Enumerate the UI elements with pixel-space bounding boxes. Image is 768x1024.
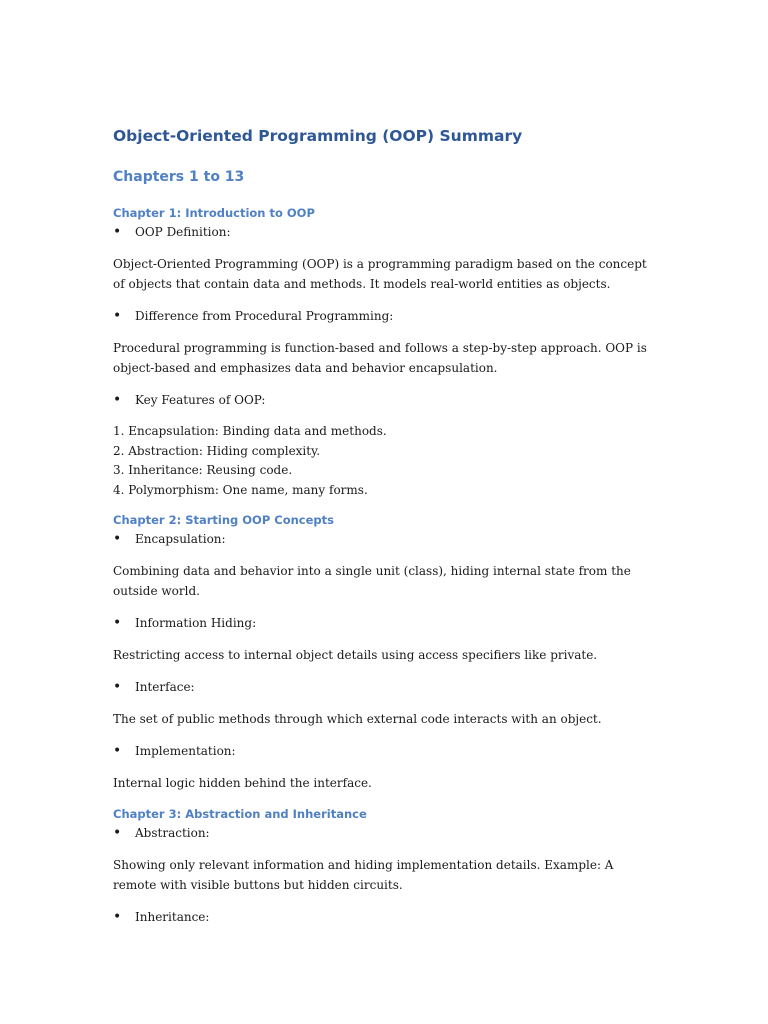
bullet-icon: • (113, 679, 122, 695)
bullet-icon: • (113, 392, 122, 408)
paragraph: Combining data and behavior into a single unit (class), hiding internal state from the outside world. (113, 564, 631, 598)
bullet-item (113, 741, 658, 761)
document-title: Object-Oriented Programming (OOP) Summary (113, 127, 523, 145)
bullet-icon: • (113, 224, 122, 240)
paragraph: The set of public methods through which external code interacts with an object. (113, 712, 602, 726)
bullet-item (113, 677, 658, 697)
bullet-item (113, 823, 658, 843)
bullet-label: Abstraction: (135, 826, 210, 840)
bullet-item (113, 613, 658, 633)
bullet-item (113, 222, 658, 242)
document-page (113, 124, 658, 939)
chapter-heading: Chapter 1: Introduction to OOP (113, 206, 315, 220)
bullet-label: Inheritance: (135, 910, 210, 924)
bullet-icon: • (113, 825, 122, 841)
bullet-icon: • (113, 743, 122, 759)
bullet-icon: • (113, 615, 122, 631)
list-item: 2. Abstraction: Hiding complexity. (113, 443, 321, 458)
chapter-3-section (113, 805, 658, 927)
bullet-label: OOP Definition: (135, 225, 231, 239)
bullet-icon: • (113, 909, 122, 925)
bullet-icon: • (113, 308, 122, 324)
paragraph: Internal logic hidden behind the interface. (113, 776, 372, 790)
document-subtitle: Chapters 1 to 13 (113, 169, 245, 185)
chapter-heading: Chapter 3: Abstraction and Inheritance (113, 807, 367, 821)
bullet-icon: • (113, 531, 122, 547)
paragraph: Restricting access to internal object details using access specifiers like private. (113, 648, 598, 662)
bullet-label: Implementation: (135, 744, 236, 758)
numbered-list (113, 422, 658, 500)
bullet-label: Encapsulation: (135, 532, 226, 546)
bullet-label: Information Hiding: (135, 616, 257, 630)
bullet-label: Difference from Procedural Programming: (135, 309, 394, 323)
bullet-label: Key Features of OOP: (135, 393, 266, 407)
list-item: 4. Polymorphism: One name, many forms. (113, 482, 368, 497)
chapter-1-section (113, 204, 658, 500)
paragraph: Procedural programming is function-based and follows a step-by-step approach. OOP is object-based and emphasizes data and behavior encapsulation. (113, 341, 647, 375)
bullet-item (113, 390, 658, 410)
paragraph: Object-Oriented Programming (OOP) is a programming paradigm based on the concept of objects that contain data and methods. It models real-world entities as objects. (113, 257, 647, 291)
list-item: 1. Encapsulation: Binding data and methods. (113, 424, 387, 438)
bullet-item (113, 529, 658, 549)
chapter-2-section (113, 511, 658, 793)
list-item: 3. Inheritance: Reusing code. (113, 463, 293, 477)
chapter-heading: Chapter 2: Starting OOP Concepts (113, 513, 334, 527)
bullet-label: Interface: (135, 680, 195, 694)
bullet-item (113, 306, 658, 326)
paragraph: Showing only relevant information and hiding implementation details. Example: A remote with visible buttons but hidden circuits. (113, 858, 614, 892)
bullet-item (113, 907, 658, 927)
